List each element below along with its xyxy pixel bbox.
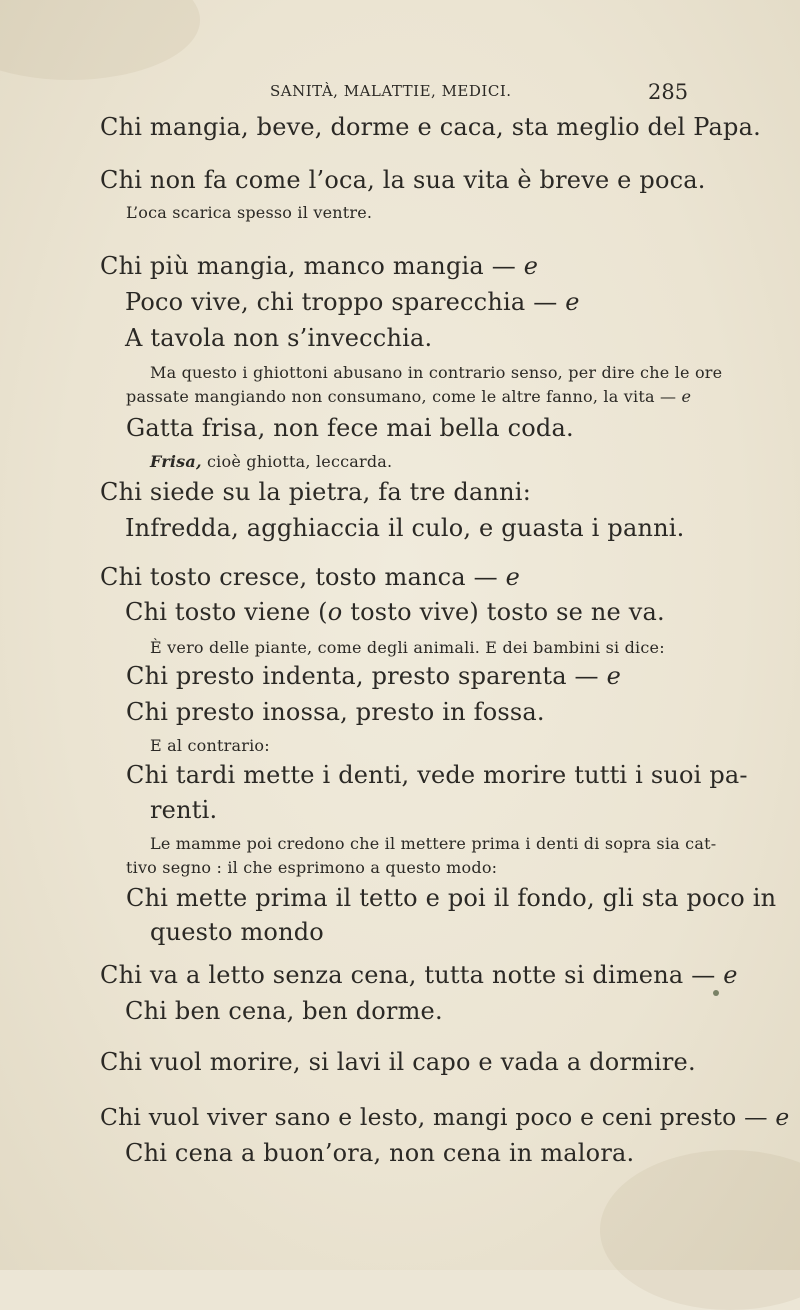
proverb-text: Chi presto indenta, presto sparenta — xyxy=(126,662,607,690)
proverb-line: Chi non fa come l’oca, la sua vita è breve e poca. xyxy=(100,166,706,194)
commentary-line xyxy=(150,452,392,471)
proverb-line xyxy=(125,288,580,316)
ink-speck xyxy=(713,990,719,996)
commentary-line: tivo segno : il che esprimono a questo modo: xyxy=(126,858,498,877)
proverb-line: Chi cena a buon’ora, non cena in malora. xyxy=(125,1139,635,1167)
proverb-line xyxy=(100,961,738,989)
commentary-line xyxy=(126,387,691,406)
conjunction: e xyxy=(505,563,521,591)
proverb-text: Poco vive, chi troppo sparecchia — xyxy=(125,288,566,316)
commentary-line: È vero delle piante, come degli animali. E dei bambini si dice: xyxy=(150,638,665,657)
proverb-line: Infredda, agghiaccia il culo, e guasta i panni. xyxy=(125,514,685,542)
proverb-text: Chi va a letto senza cena, tutta notte si dimena — xyxy=(100,961,724,989)
proverb-line xyxy=(126,662,621,690)
proverb-line: A tavola non s’invecchia. xyxy=(125,324,433,352)
conjunction: e xyxy=(565,288,580,316)
conjunction: e xyxy=(606,662,621,690)
commentary-line: Le mamme poi credono che il mettere prima i denti di sopra sia cat- xyxy=(150,834,717,853)
proverb-line: Gatta frisa, non fece mai bella coda. xyxy=(126,414,574,442)
conjunction: e xyxy=(723,961,738,989)
conjunction: e xyxy=(681,387,692,406)
page-header xyxy=(0,80,800,104)
proverb-line: Chi tardi mette i denti, vede morire tutti i suoi pa- xyxy=(126,761,748,789)
proverb-line: Chi mette prima il tetto e poi il fondo, gli sta poco in xyxy=(126,884,777,912)
proverb-line: Chi vuol morire, si lavi il capo e vada a dormire. xyxy=(100,1048,696,1076)
commentary-text: passate mangiando non consumano, come le altre fanno, la vita — xyxy=(126,387,682,406)
proverb-line: Chi mangia, beve, dorme e caca, sta meglio del Papa. xyxy=(100,113,761,141)
running-head: SANITÀ, MALATTIE, MEDICI. xyxy=(270,82,512,100)
proverb-line: renti. xyxy=(150,796,218,824)
proverb-line xyxy=(100,252,538,280)
proverb-text: Chi tosto viene ( xyxy=(125,598,328,626)
proverb-line: Chi siede su la pietra, fa tre danni: xyxy=(100,478,531,506)
conjunction: e xyxy=(775,1103,790,1131)
proverb-text: Chi più mangia, manco mangia — xyxy=(100,252,524,280)
paper-stain xyxy=(0,0,200,80)
commentary-text: cioè ghiotta, leccarda. xyxy=(201,452,393,471)
conjunction: e xyxy=(523,252,539,280)
proverb-line xyxy=(100,1103,789,1131)
proverb-line xyxy=(125,598,665,626)
proverb-text: Chi vuol viver sano e lesto, mangi poco e ceni presto — xyxy=(100,1103,776,1131)
proverb-line xyxy=(100,563,520,591)
proverb-line: Chi presto inossa, presto in fossa. xyxy=(126,698,545,726)
glossed-word: Frisa, xyxy=(150,452,202,471)
proverb-line: Chi ben cena, ben dorme. xyxy=(125,997,443,1025)
page-number: 285 xyxy=(648,80,689,104)
proverb-text: tosto vive) tosto se ne va. xyxy=(342,598,665,626)
proverb-line: questo mondo xyxy=(150,918,324,946)
paper-stain xyxy=(600,1150,800,1310)
commentary-line: L’oca scarica spesso il ventre. xyxy=(126,203,373,222)
proverb-text: Chi tosto cresce, tosto manca — xyxy=(100,563,506,591)
commentary-line: E al contrario: xyxy=(150,736,270,755)
variant-marker: o xyxy=(327,598,343,626)
commentary-line: Ma questo i ghiottoni abusano in contrario senso, per dire che le ore xyxy=(150,363,723,382)
